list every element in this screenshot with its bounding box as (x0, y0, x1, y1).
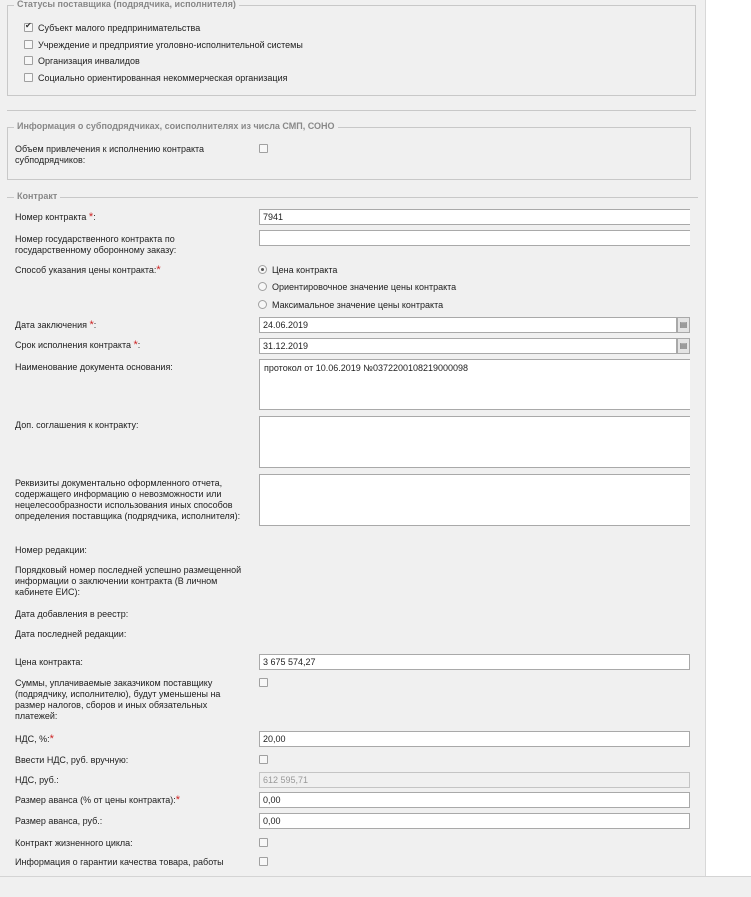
lifecycle-contract-checkbox[interactable] (259, 838, 268, 847)
price-method-radio-estimated[interactable] (258, 282, 267, 291)
subcontractors-legend: Информация о субподрядчиках, соисполнителях из числа СМП, СОНО (14, 121, 338, 132)
disabled-org-checkbox[interactable] (24, 56, 33, 65)
calendar-icon[interactable]: ▤ (677, 338, 690, 354)
vat-manual-label: Ввести НДС, руб. вручную: (15, 755, 129, 765)
vat-rub-input: 612 595,71 (259, 772, 690, 788)
conclusion-date-input[interactable]: 24.06.2019 (259, 317, 677, 333)
supplier-status-legend: Статусы поставщика (подрядчика, исполнителя) (14, 0, 239, 10)
requisites-textarea[interactable] (259, 474, 690, 526)
contract-number-input[interactable]: 7941 (259, 209, 690, 225)
requisites-label: Реквизиты документально оформленного отчета, содержащего информацию о невозможности или нецелесообразности использования иных способов определения поставщика (подрядчика, исполнителя): (15, 478, 241, 521)
separator-line (7, 110, 696, 111)
vat-manual-checkbox[interactable] (259, 755, 268, 764)
advance-percent-label: Размер аванса (% от цены контракта):* (15, 794, 181, 806)
quality-guarantee-label: Информация о гарантии качества товара, работы (15, 857, 224, 867)
price-method-radio-maximum[interactable] (258, 300, 267, 309)
subcontract-volume-checkbox[interactable] (259, 144, 268, 153)
bottom-bar (0, 876, 751, 897)
contract-price-input[interactable]: 3 675 574,27 (259, 654, 690, 670)
basis-document-label: Наименование документа основания: (15, 362, 173, 372)
subcontract-volume-label: Объем привлечения к исполнению контракта субподрядчиков: (15, 144, 205, 165)
registry-date-label: Дата добавления в реестр: (15, 609, 129, 619)
advance-rub-input[interactable]: 0,00 (259, 813, 690, 829)
disabled-org-label: Организация инвалидов (38, 56, 140, 66)
tax-reduce-checkbox[interactable] (259, 678, 268, 687)
price-method-radio-price[interactable] (258, 265, 267, 274)
price-method-option-price: Цена контракта (272, 265, 338, 275)
small-business-label: Субъект малого предпринимательства (38, 23, 201, 33)
advance-percent-input[interactable]: 0,00 (259, 792, 690, 808)
quality-guarantee-checkbox[interactable] (259, 857, 268, 866)
tax-reduce-label: Суммы, уплачиваемые заказчиком поставщику (подрядчику, исполнителю), будут уменьшены на размер налогов, сборов и иных обязательных платежей: (15, 678, 221, 721)
additional-agreements-label: Доп. соглашения к контракту: (15, 420, 139, 430)
penal-system-label: Учреждение и предприятие уголовно-исполнительной системы (38, 40, 303, 50)
advance-rub-label: Размер аванса, руб.: (15, 816, 103, 826)
contract-price-label: Цена контракта: (15, 657, 83, 667)
nonprofit-label: Социально ориентированная некоммерческая организация (38, 73, 288, 83)
lifecycle-contract-label: Контракт жизненного цикла: (15, 838, 133, 848)
contract-legend: Контракт (14, 191, 60, 202)
gov-contract-number-input[interactable] (259, 230, 690, 246)
serial-number-label: Порядковый номер последней успешно размещенной информации о заключении контракта (В личном кабинете ЕИС): (15, 565, 242, 597)
calendar-icon[interactable]: ▤ (677, 317, 690, 333)
revision-number-label: Номер редакции: (15, 545, 87, 555)
last-revision-date-label: Дата последней редакции: (15, 629, 127, 639)
nonprofit-checkbox[interactable] (24, 73, 33, 82)
contract-section-line (7, 197, 698, 198)
vat-rub-label: НДС, руб.: (15, 775, 59, 785)
vat-percent-label: НДС, %:* (15, 733, 54, 745)
price-method-option-maximum: Максимальное значение цены контракта (272, 300, 444, 310)
price-method-label: Способ указания цены контракта:* (15, 264, 161, 276)
right-margin (705, 0, 751, 876)
additional-agreements-textarea[interactable] (259, 416, 690, 468)
penal-system-checkbox[interactable] (24, 40, 33, 49)
small-business-checkbox[interactable] (24, 23, 33, 32)
price-method-option-estimated: Ориентировочное значение цены контракта (272, 282, 457, 292)
conclusion-date-label: Дата заключения *: (15, 319, 97, 331)
vat-percent-input[interactable]: 20,00 (259, 731, 690, 747)
basis-document-textarea[interactable]: протокол от 10.06.2019 №0372200108219000098 (259, 359, 690, 410)
gov-contract-number-label: Номер государственного контракта по государственному оборонному заказу: (15, 234, 177, 255)
contract-number-label: Номер контракта *: (15, 211, 96, 223)
execution-term-label: Срок исполнения контракта *: (15, 339, 141, 351)
execution-term-input[interactable]: 31.12.2019 (259, 338, 677, 354)
